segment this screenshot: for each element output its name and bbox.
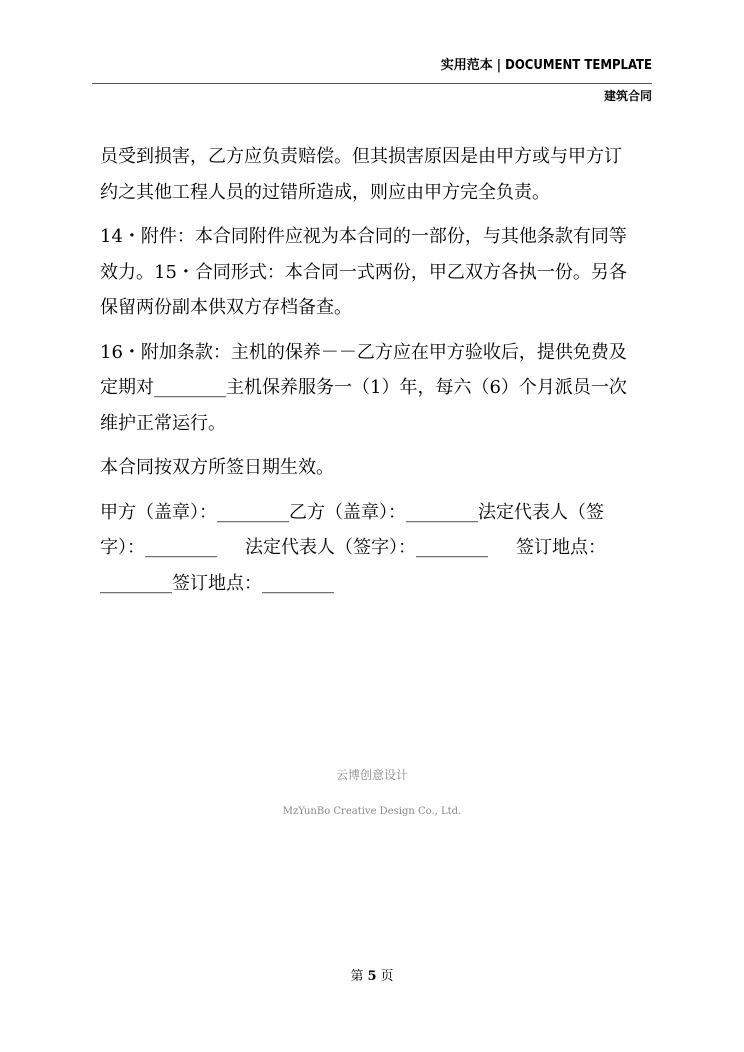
signature-line bbox=[100, 530, 660, 566]
text-line: 定期对________主机保养服务一（1）年，每六（6）个月派员一次 bbox=[100, 377, 627, 398]
text-line: 14・附件：本合同附件应视为本合同的一部份，与其他条款有同等 bbox=[100, 226, 627, 247]
page-suffix: 页 bbox=[380, 969, 394, 984]
signature-party-a-rep: 字）：________ bbox=[100, 537, 217, 558]
page-number-value: 5 bbox=[367, 969, 377, 984]
text-line: 员受到损害，乙方应负责赔偿。但其损害原因是由甲方或与甲方订 bbox=[100, 146, 622, 167]
text-line: 16・附加条款：主机的保养－－乙方应在甲方验收后，提供免费及 bbox=[100, 341, 627, 363]
signature-block bbox=[100, 495, 660, 602]
text-line: 维护正常运行。 bbox=[100, 412, 226, 434]
signature-line: ________签订地点：________ bbox=[100, 572, 334, 594]
page-number bbox=[0, 965, 744, 984]
page-prefix: 第 bbox=[350, 969, 364, 984]
paragraph-1 bbox=[100, 139, 660, 210]
signing-place-label: 签订地点： bbox=[516, 537, 606, 558]
effective-clause: 本合同按双方所签日期生效。 bbox=[100, 457, 334, 478]
paragraph-2 bbox=[100, 219, 660, 326]
paragraph-3 bbox=[100, 335, 660, 442]
header-title: 实用范本 | DOCUMENT TEMPLATE bbox=[440, 58, 652, 73]
footer-company-cn: 云博创意设计 bbox=[335, 768, 408, 782]
signature-party-b-rep: 法定代表人（签字）：________ bbox=[245, 537, 488, 558]
header-subtitle: 建筑合同 bbox=[603, 89, 652, 103]
footer-company-en: MzYunBo Creative Design Co., Ltd. bbox=[282, 806, 462, 817]
text-line: 保留两份副本供双方存档备查。 bbox=[100, 297, 352, 318]
text-line: 约之其他工程人员的过错所造成，则应由甲方完全负责。 bbox=[100, 181, 550, 203]
signature-line: 甲方（盖章）：________乙方（盖章）：________法定代表人（签 bbox=[100, 501, 604, 523]
header-rule bbox=[92, 83, 652, 84]
contract-body bbox=[100, 139, 660, 601]
text-line: 效力。15・合同形式：本合同一式两份，甲乙双方各执一份。另各 bbox=[100, 261, 627, 283]
